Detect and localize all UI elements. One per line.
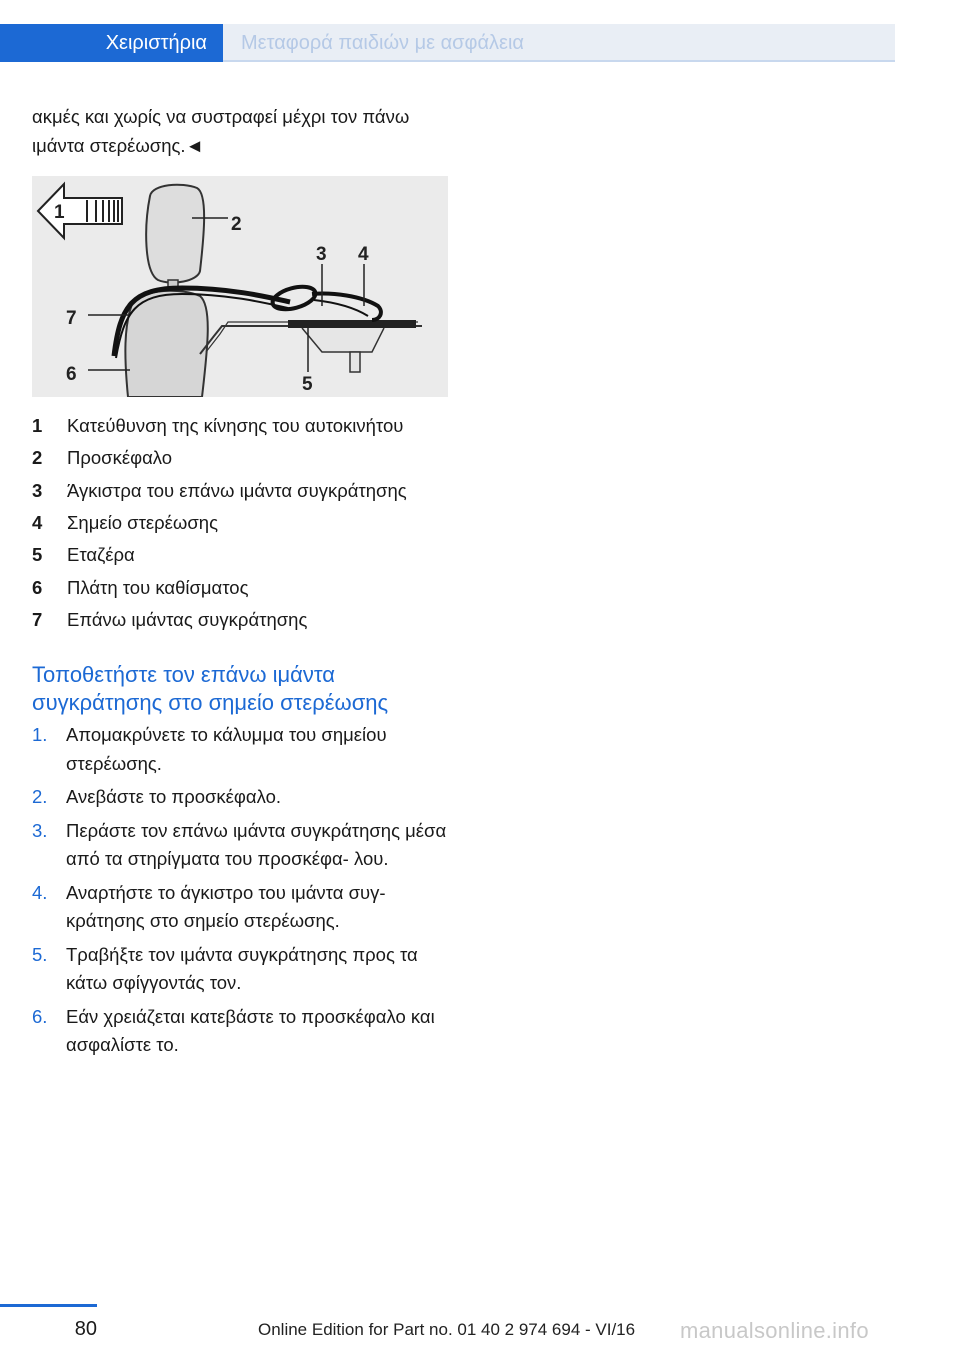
- tab-controls[interactable]: [0, 24, 223, 62]
- legend-number: 1: [32, 415, 43, 437]
- legend-text: Κατεύθυνση της κίνησης του αυτοκινήτου: [67, 415, 404, 437]
- intro-paragraph: [32, 102, 452, 160]
- callout-3: 3: [316, 244, 327, 265]
- legend-item: [32, 507, 452, 539]
- tab-controls-label: Χειριστήρια: [105, 31, 207, 54]
- step-text: Ανεβάστε το προσκέφαλο.: [66, 786, 282, 807]
- legend-text: Εταζέρα: [67, 544, 135, 566]
- edition-text: Online Edition for Part no. 01 40 2 974 694 - VI/16: [258, 1320, 636, 1339]
- legend-text: Επάνω ιμάντας συγκράτησης: [67, 608, 308, 630]
- step-text: Απομακρύνετε το κάλυμμα του σημείου στερέωσης.: [66, 724, 387, 774]
- callout-5: 5: [302, 374, 313, 395]
- header-divider: [223, 60, 895, 62]
- section-heading-line-1: Τοποθετήστε τον επάνω ιμάντα: [32, 662, 335, 687]
- tab-child-safety-label: Μεταφορά παιδιών με ασφάλεια: [241, 31, 524, 54]
- step-item: [32, 783, 452, 812]
- page-number: 80: [74, 1318, 97, 1340]
- tab-child-safety[interactable]: [223, 24, 895, 62]
- callout-7: 7: [66, 308, 77, 329]
- step-number: 3.: [32, 819, 48, 841]
- section-heading: [32, 661, 452, 717]
- step-item: [32, 879, 452, 936]
- legend-item: [32, 410, 452, 442]
- step-text: Αναρτήστε το άγκιστρο του ιμάντα συγ‐ κράτησης στο σημείο στερέωσης.: [66, 881, 386, 931]
- step-text: Περάστε τον επάνω ιμάντα συγκράτησης μέσα από τα στηρίγματα του προσκέφα‐ λου.: [66, 819, 447, 869]
- direction-arrow-icon: [38, 184, 122, 238]
- legend-number: 6: [32, 576, 43, 598]
- section-heading-line-2: συγκράτησης στο σημείο στερέωσης: [32, 690, 389, 715]
- page-header: [0, 24, 895, 62]
- step-item: [32, 817, 452, 874]
- legend-number: 3: [32, 479, 43, 501]
- callout-4: 4: [358, 244, 369, 265]
- footer-divider: [0, 1304, 97, 1307]
- legend-item: [32, 571, 452, 603]
- parcel-shelf-shape: [200, 320, 422, 372]
- legend-item: [32, 475, 452, 507]
- legend-text: Πλάτη του καθίσματος: [67, 576, 249, 598]
- step-text: Τραβήξτε τον ιμάντα συγκράτησης προς τα κάτω σφίγγοντάς τον.: [66, 943, 418, 993]
- callout-6: 6: [66, 364, 77, 385]
- legend-item: [32, 539, 452, 571]
- legend-number: 2: [32, 447, 43, 469]
- intro-line-2: ιμάντα στερέωσης.◄: [32, 135, 204, 156]
- legend-item: [32, 442, 452, 474]
- watermark: manualsonline.info: [680, 1318, 869, 1343]
- step-item: [32, 721, 452, 778]
- legend-number: 4: [32, 512, 43, 534]
- step-number: 6.: [32, 1005, 48, 1027]
- step-item: [32, 941, 452, 998]
- step-text: Εάν χρειάζεται κατεβάστε το προσκέφαλο και ασφαλίστε το.: [66, 1005, 435, 1055]
- legend-number: 7: [32, 608, 43, 630]
- tether-strap-illustration: [32, 176, 448, 397]
- step-number: 5.: [32, 943, 48, 965]
- intro-line-1: ακμές και χωρίς να συστραφεί μέχρι τον πάνω: [32, 106, 410, 127]
- step-number: 2.: [32, 786, 48, 807]
- step-number: 1.: [32, 724, 48, 745]
- instruction-steps: [32, 721, 452, 1065]
- headrest-shape: [146, 185, 204, 294]
- legend-number: 5: [32, 544, 43, 566]
- illustration-svg: [32, 176, 448, 397]
- step-number: 4.: [32, 881, 48, 903]
- legend-text: Προσκέφαλο: [67, 447, 173, 469]
- callout-2: 2: [231, 214, 242, 235]
- legend-text: Σημείο στερέωσης: [67, 512, 218, 534]
- callout-1: 1: [54, 202, 65, 223]
- step-item: [32, 1003, 452, 1060]
- figure-legend: [32, 410, 452, 636]
- legend-item: [32, 604, 452, 636]
- legend-text: Άγκιστρα του επάνω ιμάντα συγκράτησης: [67, 479, 407, 501]
